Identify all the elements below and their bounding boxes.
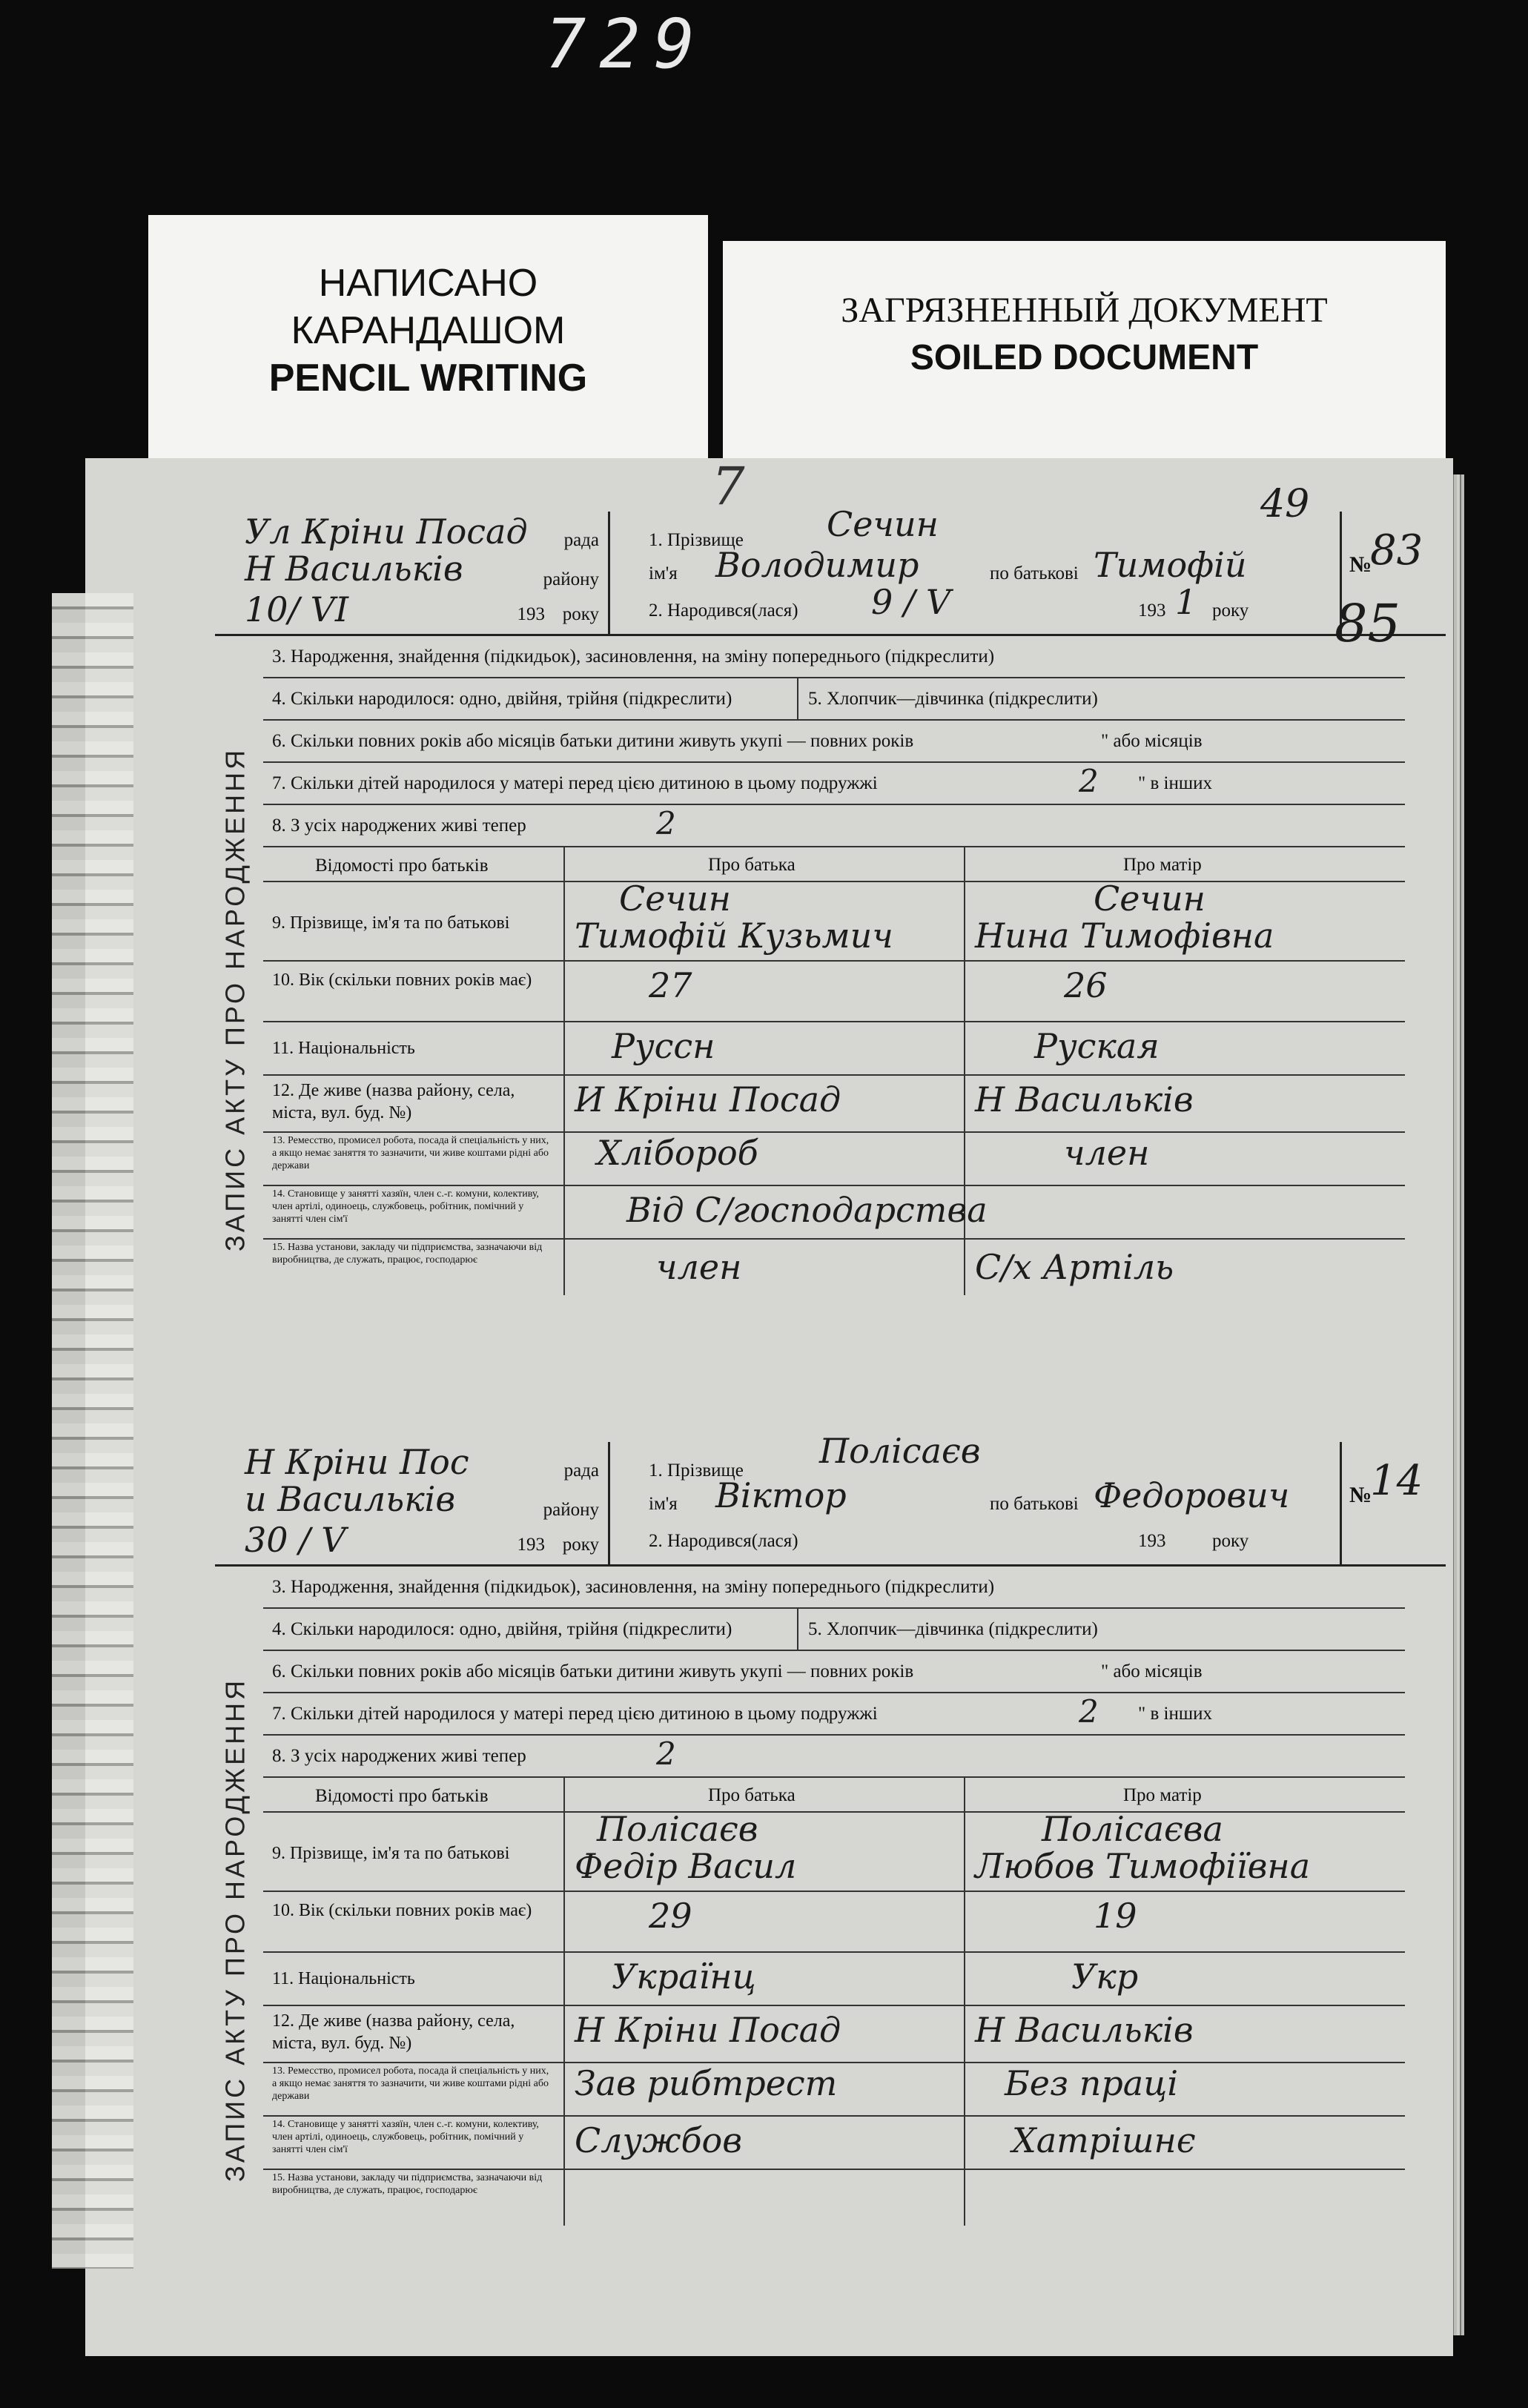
label-surname: 1. Прізвище bbox=[649, 1461, 744, 1481]
handwritten-surname: Полісаєв bbox=[819, 1431, 981, 1471]
label-born: 2. Народився(лася) bbox=[649, 1531, 798, 1551]
field-label: 4. Скільки народилося: одно, двійня, трійня (підкреслити) bbox=[272, 689, 732, 709]
label-rada: рада bbox=[563, 1461, 599, 1481]
label-year: 193 bbox=[1138, 1531, 1166, 1551]
field-label: 9. Прізвище, ім'я та по батькові bbox=[272, 1844, 510, 1863]
handwritten-patronymic: Федорович bbox=[1094, 1475, 1290, 1515]
label-year: 193 bbox=[517, 1535, 545, 1555]
field-label: 11. Національність bbox=[272, 1969, 415, 1988]
birth-record-1 bbox=[215, 482, 1446, 1364]
row-3 bbox=[263, 1567, 1405, 1609]
row-12 bbox=[263, 1076, 1405, 1133]
handwritten-name: Віктор bbox=[715, 1475, 847, 1515]
row-13 bbox=[263, 1133, 1405, 1186]
handwritten-born-year: 1 bbox=[1175, 582, 1197, 622]
row-4-5 bbox=[263, 1609, 1405, 1651]
label-rada: рада bbox=[563, 530, 599, 550]
row-15 bbox=[263, 1240, 1405, 1295]
field-label: 13. Ремесство, промисел робота, посада й спеціальність у них, а якщо немає заняття то зазначити, чи живе коштами рідні або держави bbox=[272, 2065, 549, 2102]
row-6 bbox=[263, 721, 1405, 763]
handwritten-mother: Хатрішнє bbox=[1012, 2120, 1196, 2160]
row-8 bbox=[263, 1736, 1405, 1778]
field-label: 5. Хлопчик—дівчинка (підкреслити) bbox=[808, 1619, 1098, 1639]
divider bbox=[797, 1609, 798, 1650]
stamp-line: КАРАНДАШОМ bbox=[291, 309, 566, 352]
field-label: 7. Скільки дітей народилося у матері перед цією дитиною в цьому подружжі bbox=[272, 1704, 878, 1724]
handwritten-mother: Н Васильків bbox=[975, 1079, 1194, 1119]
handwritten-note: 49 bbox=[1260, 482, 1310, 526]
header-fields bbox=[619, 1431, 1360, 1564]
soiled-document-stamp bbox=[723, 241, 1446, 478]
field-label: " в інших bbox=[1138, 773, 1212, 793]
field-label: 6. Скільки повних років або місяців батьки дитини живуть укупі — повних років bbox=[272, 731, 914, 751]
handwritten-father: Руссн bbox=[612, 1026, 715, 1066]
row-12 bbox=[263, 2006, 1405, 2063]
row-7 bbox=[263, 1693, 1405, 1736]
stamp-line: SOILED DOCUMENT bbox=[910, 338, 1259, 377]
label-name: ім'я bbox=[649, 1494, 678, 1514]
label-born: 2. Народився(лася) bbox=[649, 601, 798, 621]
row-14 bbox=[263, 2117, 1405, 2170]
parents-table bbox=[263, 1778, 1405, 2226]
handwritten-name: Володимир bbox=[715, 545, 919, 585]
handwritten-father: Сечин bbox=[619, 879, 731, 919]
handwritten-date: 10/ VI bbox=[245, 589, 349, 629]
label-roku: року bbox=[562, 1535, 599, 1555]
column-header: Про матір bbox=[1123, 1785, 1202, 1805]
handwritten-rada: Ул Кріни Посад bbox=[245, 512, 528, 552]
handwritten-mother: Нина Тимофівна bbox=[975, 916, 1274, 956]
field-label: 14. Становище у занятті хазяїн, член с.-г. комуни, колективу, член артілі, одиноець, службовець, робітник, помічний у занятті член сім'ї bbox=[272, 2119, 539, 2155]
handwritten-value: 2 bbox=[656, 805, 676, 841]
label-raion: району bbox=[543, 1500, 599, 1520]
parents-header bbox=[263, 1778, 1405, 1813]
row-15 bbox=[263, 2170, 1405, 2226]
field-label: 7. Скільки дітей народилося у матері перед цією дитиною в цьому подружжі bbox=[272, 773, 878, 793]
row-3 bbox=[263, 636, 1405, 678]
handwritten-number: 14 bbox=[1370, 1457, 1423, 1505]
record-header bbox=[215, 1431, 1446, 1567]
field-label: 11. Національність bbox=[272, 1039, 415, 1058]
handwritten-father: член bbox=[656, 1247, 742, 1287]
divider bbox=[797, 678, 798, 719]
handwritten-number: 83 bbox=[1370, 526, 1423, 575]
row-10 bbox=[263, 1892, 1405, 1953]
row-4-5 bbox=[263, 678, 1405, 721]
label-patronymic: по батькові bbox=[990, 563, 1079, 583]
field-label: 13. Ремесство, промисел робота, посада й спеціальність у них, а якщо немає заняття то зазначити, чи живе коштами рідні або держави bbox=[272, 1135, 549, 1171]
field-label: " в інших bbox=[1138, 1704, 1212, 1724]
label-roku: року bbox=[562, 604, 599, 624]
handwritten-father: Хлібороб bbox=[597, 1133, 758, 1173]
field-label: 15. Назва установи, закладу чи підприємства, зазначаючи від виробництва, де служать, працює, господарює bbox=[272, 1242, 543, 1266]
stamp-line: НАПИСАНО bbox=[318, 262, 538, 305]
handwritten-patronymic: Тимофій bbox=[1094, 545, 1247, 585]
handwritten-value: 2 bbox=[1079, 1693, 1099, 1730]
column-header: Про батька bbox=[708, 1785, 796, 1805]
handwritten-father: И Кріни Посад bbox=[575, 1079, 841, 1119]
handwritten-mother: Н Васильків bbox=[975, 2010, 1194, 2050]
field-label: 12. Де живе (назва району, села, міста, вул. буд. №) bbox=[272, 1081, 515, 1122]
label-raion: району bbox=[543, 569, 599, 589]
field-label: 5. Хлопчик—дівчинка (підкреслити) bbox=[808, 689, 1098, 709]
handwritten-mother: Без праці bbox=[1005, 2063, 1179, 2103]
handwritten-father: Тимофій Кузьмич bbox=[575, 916, 893, 956]
label-number: № bbox=[1349, 1483, 1372, 1507]
stamp-line: PENCIL WRITING bbox=[268, 357, 588, 400]
handwritten-born: 9 / V bbox=[871, 582, 951, 622]
handwritten-mother: 26 bbox=[1064, 965, 1108, 1005]
label-year: 193 bbox=[1138, 601, 1166, 621]
label-roku: року bbox=[1212, 1531, 1249, 1551]
record-header bbox=[215, 482, 1446, 654]
row-13 bbox=[263, 2063, 1405, 2117]
column-header: Відомості про батьків bbox=[315, 856, 489, 876]
handwritten-note: 85 bbox=[1334, 593, 1401, 654]
handwritten-date: 30 / V bbox=[245, 1520, 346, 1560]
handwritten-father: 29 bbox=[649, 1896, 692, 1936]
row-7 bbox=[263, 763, 1405, 805]
handwritten-father: Зав рибтрест bbox=[575, 2063, 838, 2103]
field-label: 12. Де живе (назва району, села, міста, вул. буд. №) bbox=[272, 2011, 515, 2053]
handwritten-raion: и Васильків bbox=[245, 1479, 456, 1519]
handwritten-value: 2 bbox=[656, 1736, 676, 1772]
handwritten-father: Федір Васил bbox=[575, 1846, 797, 1886]
field-label: 9. Прізвище, ім'я та по батькові bbox=[272, 913, 510, 933]
side-title: ЗАПИС АКТУ ПРО НАРОДЖЕННЯ bbox=[219, 1677, 251, 2183]
handwritten-mother: Любов Тимофіївна bbox=[975, 1846, 1311, 1886]
column-header: Про матір bbox=[1123, 855, 1202, 875]
torn-binding-edge bbox=[52, 593, 133, 2269]
label-year: 193 bbox=[517, 604, 545, 624]
rada-box bbox=[215, 512, 610, 634]
label-name: ім'я bbox=[649, 563, 678, 583]
field-label: 10. Вік (скільки повних років має) bbox=[272, 1901, 532, 1920]
handwritten-mother: Руская bbox=[1034, 1026, 1160, 1066]
birth-record-2 bbox=[215, 1431, 1446, 2287]
row-11 bbox=[263, 1022, 1405, 1076]
field-label: 8. З усіх народжених живі тепер bbox=[272, 816, 526, 836]
field-label: 14. Становище у занятті хазяїн, член с.-г. комуни, колективу, член артілі, одиноець, службовець, робітник, помічний у занятті член сім'ї bbox=[272, 1188, 539, 1225]
row-6 bbox=[263, 1651, 1405, 1693]
row-9 bbox=[263, 1809, 1405, 1892]
row-10 bbox=[263, 962, 1405, 1022]
row-14 bbox=[263, 1186, 1405, 1240]
handwritten-value: 2 bbox=[1079, 763, 1099, 799]
field-label: 3. Народження, знайдення (підкидьок), засиновлення, на зміну попереднього (підкреслити) bbox=[272, 1577, 995, 1597]
field-label: " або місяців bbox=[1101, 1661, 1203, 1681]
handwritten-father: Полісаєв bbox=[597, 1809, 758, 1849]
handwritten-mother: 19 bbox=[1094, 1896, 1137, 1936]
handwritten-mother: член bbox=[1064, 1133, 1150, 1173]
handwritten-father: Від С/господарства bbox=[626, 1190, 988, 1230]
handwritten-father: 27 bbox=[649, 965, 692, 1005]
handwritten-raion: Н Васильків bbox=[245, 549, 463, 589]
row-8 bbox=[263, 805, 1405, 847]
field-label: 15. Назва установи, закладу чи підприємства, зазначаючи від виробництва, де служать, працює, господарює bbox=[272, 2172, 543, 2196]
handwritten-mother: С/х Артіль bbox=[975, 1247, 1174, 1287]
handwritten-surname: Сечин bbox=[827, 504, 939, 544]
handwritten-rada: Н Кріни Пос bbox=[245, 1442, 469, 1482]
row-9 bbox=[263, 879, 1405, 962]
field-label: 3. Народження, знайдення (підкидьок), засиновлення, на зміну попереднього (підкреслити) bbox=[272, 646, 995, 666]
side-title: ЗАПИС АКТУ ПРО НАРОДЖЕННЯ bbox=[219, 747, 251, 1252]
rada-box bbox=[215, 1442, 610, 1564]
frame-number: 729 bbox=[545, 4, 709, 84]
field-label: 8. З усіх народжених живі тепер bbox=[272, 1746, 526, 1766]
record-number-box bbox=[1340, 1442, 1431, 1564]
field-label: 6. Скільки повних років або місяців батьки дитини живуть укупі — повних років bbox=[272, 1661, 914, 1681]
handwritten-father: Службов bbox=[575, 2120, 743, 2160]
row-11 bbox=[263, 1953, 1405, 2006]
form-rows bbox=[263, 1567, 1405, 2226]
handwritten-father: Н Кріни Посад bbox=[575, 2010, 841, 2050]
handwritten-mother: Полісаєва bbox=[1042, 1809, 1223, 1849]
label-number: № bbox=[1349, 552, 1372, 577]
form-rows bbox=[263, 636, 1405, 1295]
field-label: 4. Скільки народилося: одно, двійня, трійня (підкреслити) bbox=[272, 1619, 732, 1639]
field-label: " або місяців bbox=[1101, 731, 1203, 751]
pencil-writing-stamp bbox=[148, 215, 708, 460]
handwritten-mother: Сечин bbox=[1094, 879, 1205, 919]
label-roku: року bbox=[1212, 601, 1249, 621]
handwritten-father: Українц bbox=[612, 1956, 756, 1997]
label-surname: 1. Прізвище bbox=[649, 530, 744, 550]
stamp-line: ЗАГРЯЗНЕННЫЙ ДОКУМЕНТ bbox=[841, 291, 1328, 330]
parents-header bbox=[263, 847, 1405, 882]
handwritten-mother: Укр bbox=[1071, 1956, 1139, 1997]
label-patronymic: по батькові bbox=[990, 1494, 1079, 1514]
parents-table bbox=[263, 847, 1405, 1295]
field-label: 10. Вік (скільки повних років має) bbox=[272, 970, 532, 990]
column-header: Відомості про батьків bbox=[315, 1786, 489, 1806]
column-header: Про батька bbox=[708, 855, 796, 875]
page-mark: 7 bbox=[712, 456, 745, 517]
